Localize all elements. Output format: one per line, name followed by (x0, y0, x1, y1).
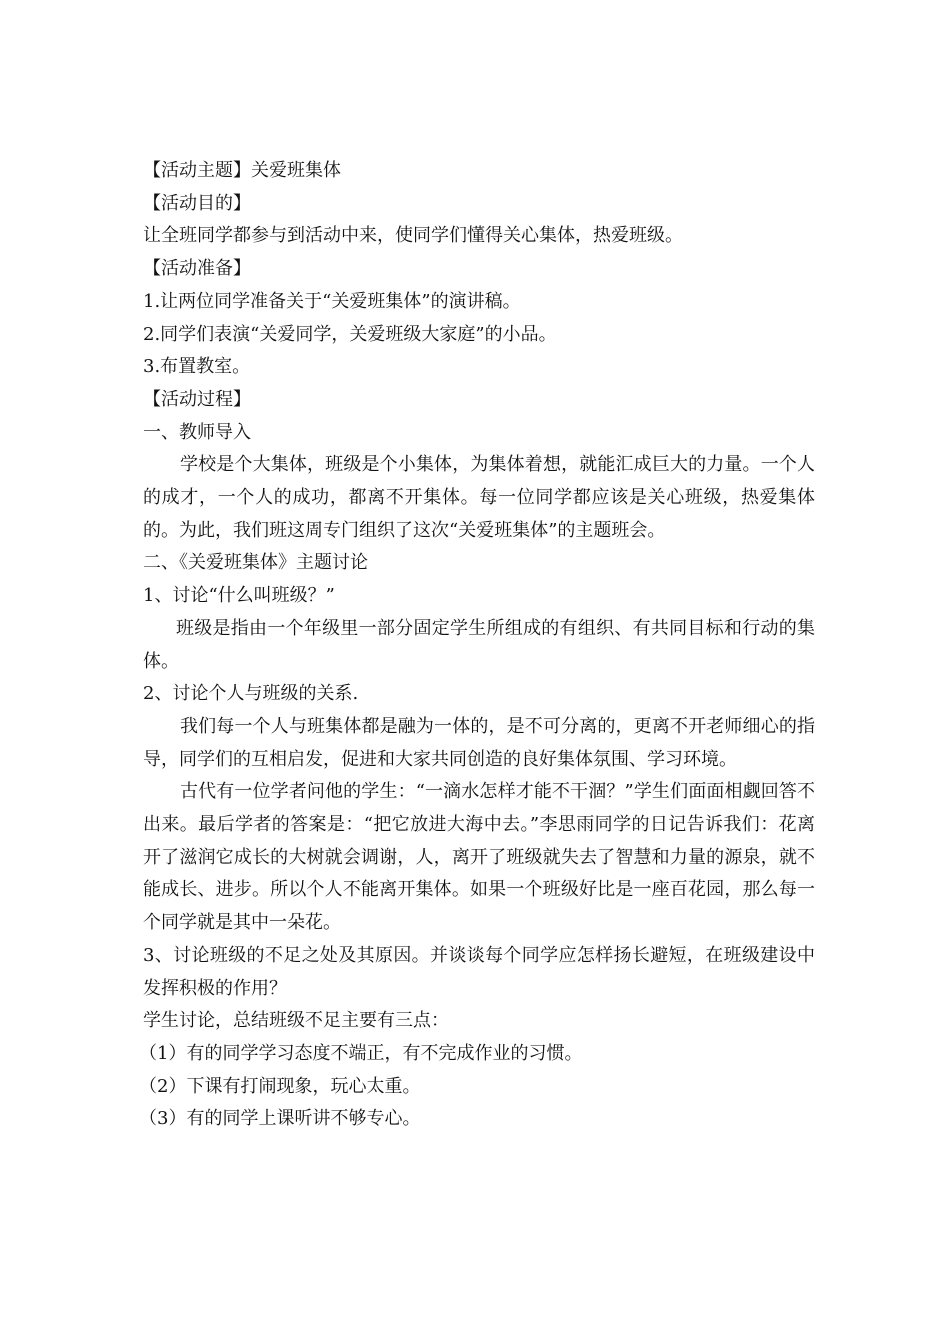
document-body (139, 155, 815, 1136)
issue-item: （2）下课有打闹现象，玩心太重。 (139, 1075, 421, 1097)
preparation-heading: 【活动准备】 (143, 258, 251, 280)
discussion-question: 1、讨论“什么叫班级？” (143, 585, 335, 607)
section-title: 二、《关爱班集体》主题讨论 (143, 552, 368, 574)
preparation-item: 3.布置教室。 (143, 356, 251, 378)
issue-item: （1）有的同学学习态度不端正，有不完成作业的习惯。 (139, 1042, 583, 1064)
discussion-summary: 学生讨论，总结班级不足主要有三点： (143, 1010, 449, 1032)
discussion-paragraph: 我们每一个人与班集体都是融为一体的，是不可分离的，更离不开老师细心的指导，同学们的互相启发，促进和大家共同创造的良好集体氛围、学习环境。 (143, 715, 815, 770)
issue-item: （3）有的同学上课听讲不够专心。 (139, 1108, 421, 1130)
section-paragraph: 学校是个大集体，班级是个小集体，为集体着想，就能汇成巨大的力量。一个人的成才，一个人的成功，都离不开集体。每一位同学都应该是关心班级，热爱集体的。为此，我们班这周专门组织了这次“关爱班集体”的主题班会。 (143, 454, 815, 541)
discussion-question: 2、讨论个人与班级的关系. (143, 683, 359, 705)
purpose-text: 让全班同学都参与到活动中来，使同学们懂得关心集体，热爱班级。 (143, 225, 683, 247)
discussion-paragraph: 古代有一位学者问他的学生：“一滴水怎样才能不干涸？”学生们面面相觑回答不出来。最后学者的答案是：“把它放进大海中去。”李思雨同学的日记告诉我们：花离开了滋润它成长的大树就会调谢，人，离开了班级就失去了智慧和力量的源泉，就不能成长、进步。所以个人不能离开集体。如果一个班级好比是一座百花园，那么每一个同学就是其中一朵花。 (143, 781, 815, 934)
process-heading: 【活动过程】 (143, 388, 251, 410)
section-title: 一、教师导入 (143, 421, 251, 443)
discussion-paragraph: 班级是指由一个年级里一部分固定学生所组成的有组织、有共同目标和行动的集体。 (143, 617, 815, 672)
discussion-question: 3、讨论班级的不足之处及其原因。并谈谈每个同学应怎样扬长避短，在班级建设中发挥积极的作用？ (143, 944, 815, 999)
purpose-heading: 【活动目的】 (143, 192, 251, 214)
activity-theme: 【活动主题】关爱班集体 (143, 160, 341, 181)
preparation-item: 1.让两位同学准备关于“关爱班集体”的演讲稿。 (143, 290, 521, 312)
preparation-item: 2.同学们表演“关爱同学，关爱班级大家庭”的小品。 (143, 323, 557, 345)
